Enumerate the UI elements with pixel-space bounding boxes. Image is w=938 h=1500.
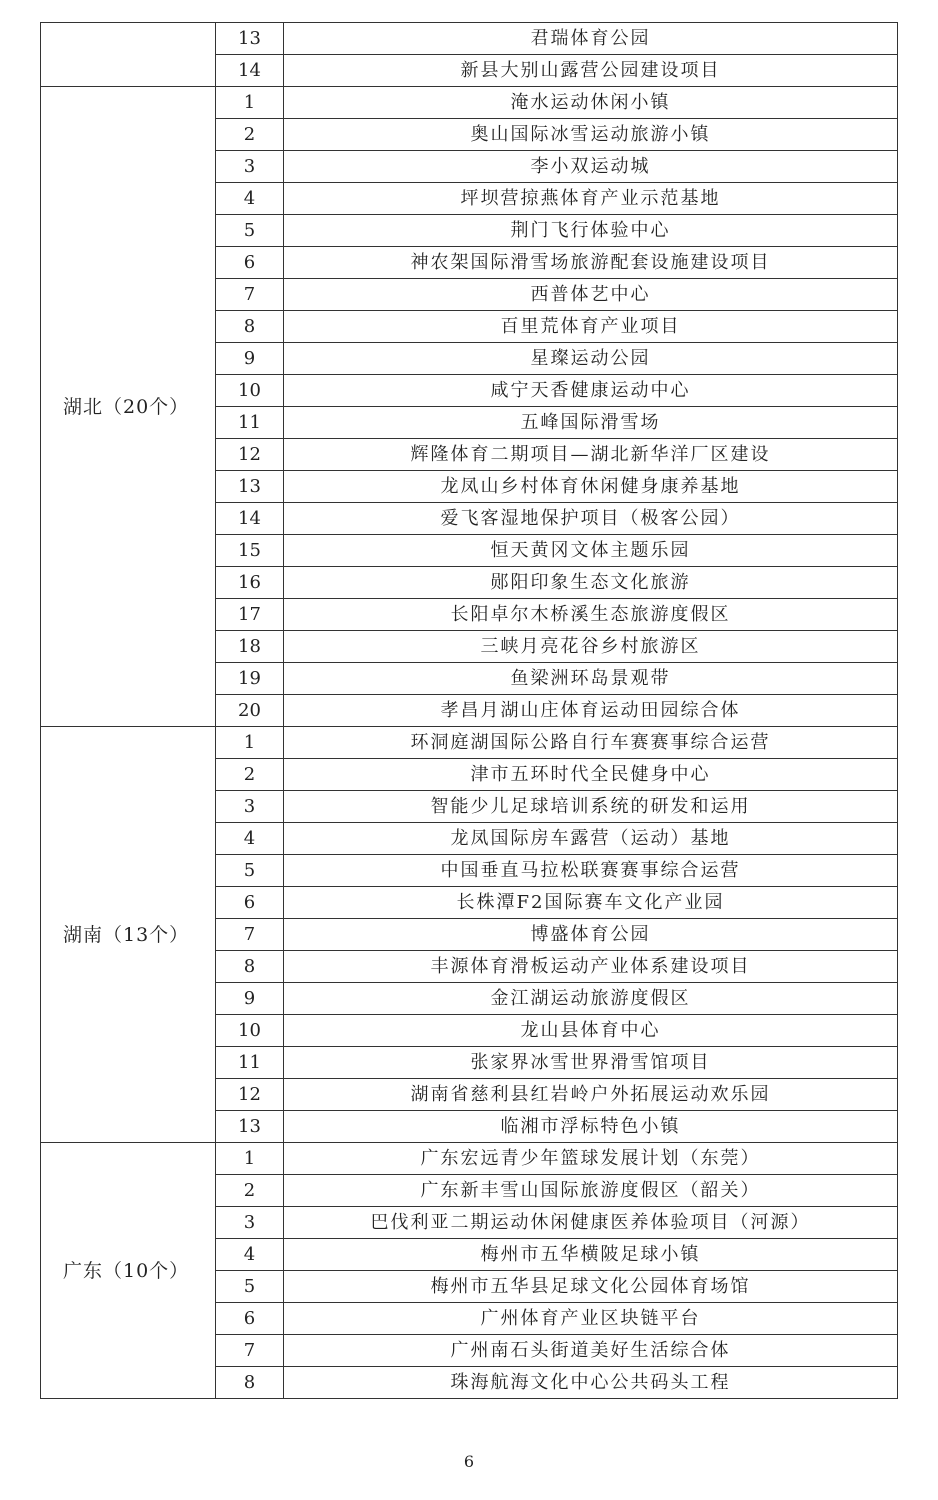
project-name-cell: 丰源体育滑板运动产业体系建设项目 [284,951,898,983]
project-name-cell: 坪坝营掠燕体育产业示范基地 [284,183,898,215]
province-cell: 湖南（13个） [41,727,216,1143]
item-number-cell: 8 [216,311,284,343]
project-name-cell: 神农架国际滑雪场旅游配套设施建设项目 [284,247,898,279]
project-name-cell: 新县大别山露营公园建设项目 [284,55,898,87]
item-number-cell: 4 [216,823,284,855]
project-name-cell: 爱飞客湿地保护项目（极客公园） [284,503,898,535]
item-number-cell: 2 [216,759,284,791]
item-number-cell: 11 [216,1047,284,1079]
project-name-cell: 龙山县体育中心 [284,1015,898,1047]
item-number-cell: 9 [216,983,284,1015]
item-number-cell: 6 [216,247,284,279]
item-number-cell: 2 [216,119,284,151]
item-number-cell: 1 [216,727,284,759]
item-number-cell: 8 [216,1367,284,1399]
item-number-cell: 7 [216,1335,284,1367]
item-number-cell: 11 [216,407,284,439]
item-number-cell: 9 [216,343,284,375]
project-table-body [41,23,898,1399]
project-name-cell: 郧阳印象生态文化旅游 [284,567,898,599]
item-number-cell: 1 [216,87,284,119]
project-name-cell: 智能少儿足球培训系统的研发和运用 [284,791,898,823]
item-number-cell: 20 [216,695,284,727]
project-name-cell: 恒天黄冈文体主题乐园 [284,535,898,567]
project-table [40,22,898,1399]
item-number-cell: 13 [216,471,284,503]
project-name-cell: 津市五环时代全民健身中心 [284,759,898,791]
table-row [41,23,898,55]
item-number-cell: 5 [216,215,284,247]
project-name-cell: 长株潭F2国际赛车文化产业园 [284,887,898,919]
item-number-cell: 16 [216,567,284,599]
item-number-cell: 3 [216,791,284,823]
item-number-cell: 18 [216,631,284,663]
item-number-cell: 14 [216,503,284,535]
project-name-cell: 珠海航海文化中心公共码头工程 [284,1367,898,1399]
item-number-cell: 12 [216,1079,284,1111]
item-number-cell: 2 [216,1175,284,1207]
item-number-cell: 10 [216,1015,284,1047]
table-row [41,727,898,759]
project-name-cell: 环洞庭湖国际公路自行车赛赛事综合运营 [284,727,898,759]
table-row [41,1143,898,1175]
item-number-cell: 10 [216,375,284,407]
project-name-cell: 西普体艺中心 [284,279,898,311]
project-name-cell: 淹水运动休闲小镇 [284,87,898,119]
project-name-cell: 广州体育产业区块链平台 [284,1303,898,1335]
item-number-cell: 17 [216,599,284,631]
project-name-cell: 李小双运动城 [284,151,898,183]
item-number-cell: 6 [216,1303,284,1335]
project-name-cell: 荆门飞行体验中心 [284,215,898,247]
item-number-cell: 3 [216,1207,284,1239]
province-cell: 湖北（20个） [41,87,216,727]
page-number: 6 [463,1452,475,1471]
project-name-cell: 广东新丰雪山国际旅游度假区（韶关） [284,1175,898,1207]
project-name-cell: 咸宁天香健康运动中心 [284,375,898,407]
project-name-cell: 孝昌月湖山庄体育运动田园综合体 [284,695,898,727]
item-number-cell: 5 [216,1271,284,1303]
item-number-cell: 7 [216,919,284,951]
project-name-cell: 金江湖运动旅游度假区 [284,983,898,1015]
project-name-cell: 三峡月亮花谷乡村旅游区 [284,631,898,663]
item-number-cell: 5 [216,855,284,887]
table-row [41,87,898,119]
project-name-cell: 鱼梁洲环岛景观带 [284,663,898,695]
project-name-cell: 辉隆体育二期项目—湖北新华洋厂区建设 [284,439,898,471]
item-number-cell: 12 [216,439,284,471]
item-number-cell: 4 [216,183,284,215]
item-number-cell: 13 [216,1111,284,1143]
item-number-cell: 15 [216,535,284,567]
project-name-cell: 湖南省慈利县红岩岭户外拓展运动欢乐园 [284,1079,898,1111]
item-number-cell: 6 [216,887,284,919]
project-name-cell: 博盛体育公园 [284,919,898,951]
project-name-cell: 广东宏远青少年篮球发展计划（东莞） [284,1143,898,1175]
project-name-cell: 广州南石头街道美好生活综合体 [284,1335,898,1367]
project-name-cell: 龙凤山乡村体育休闲健身康养基地 [284,471,898,503]
project-name-cell: 梅州市五华县足球文化公园体育场馆 [284,1271,898,1303]
province-cell: 广东（10个） [41,1143,216,1399]
item-number-cell: 19 [216,663,284,695]
item-number-cell: 1 [216,1143,284,1175]
project-name-cell: 奥山国际冰雪运动旅游小镇 [284,119,898,151]
project-name-cell: 巴伐利亚二期运动休闲健康医养体验项目（河源） [284,1207,898,1239]
project-name-cell: 百里荒体育产业项目 [284,311,898,343]
item-number-cell: 7 [216,279,284,311]
item-number-cell: 13 [216,23,284,55]
project-name-cell: 临湘市浮标特色小镇 [284,1111,898,1143]
project-name-cell: 龙凤国际房车露营（运动）基地 [284,823,898,855]
project-name-cell: 君瑞体育公园 [284,23,898,55]
project-name-cell: 长阳卓尔木桥溪生态旅游度假区 [284,599,898,631]
project-name-cell: 五峰国际滑雪场 [284,407,898,439]
item-number-cell: 4 [216,1239,284,1271]
item-number-cell: 3 [216,151,284,183]
project-name-cell: 张家界冰雪世界滑雪馆项目 [284,1047,898,1079]
project-name-cell: 中国垂直马拉松联赛赛事综合运营 [284,855,898,887]
item-number-cell: 14 [216,55,284,87]
province-cell [41,23,216,87]
project-name-cell: 梅州市五华横陂足球小镇 [284,1239,898,1271]
item-number-cell: 8 [216,951,284,983]
project-name-cell: 星璨运动公园 [284,343,898,375]
